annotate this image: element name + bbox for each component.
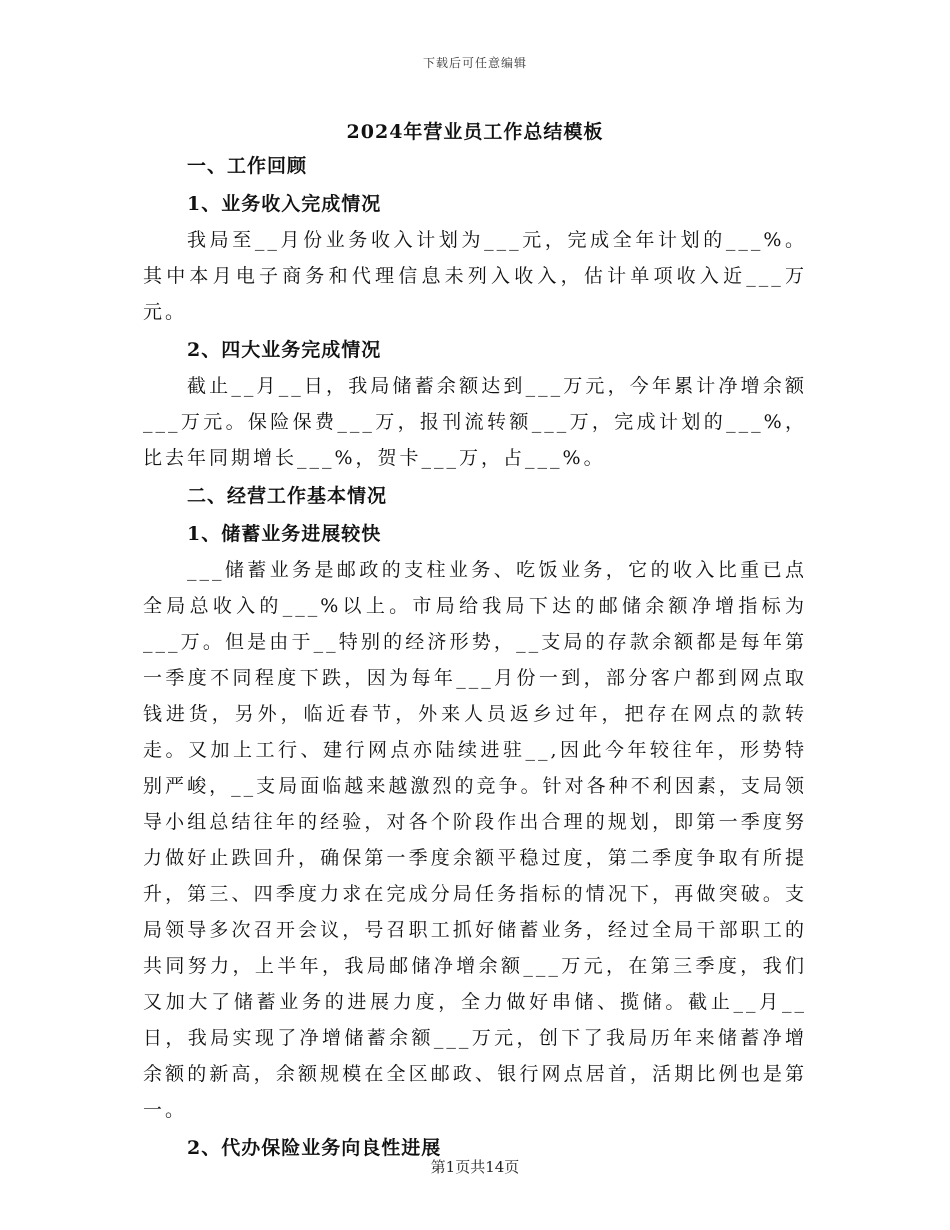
subheading-insurance: 2、代办保险业务向良性进展	[187, 1137, 442, 1159]
paragraph-revenue-completion: 我局至__月份业务收入计划为___元，完成全年计划的___%。其中本月电子商务和代理信息未列入收入，估计单项收入近___万元。	[143, 229, 807, 323]
document-title: 2024年营业员工作总结模板	[346, 121, 604, 143]
subheading-savings: 1、储蓄业务进展较快	[187, 523, 382, 545]
section-heading-work-review: 一、工作回顾	[187, 155, 308, 177]
document-body	[143, 148, 807, 1166]
section-heading-operations: 二、经营工作基本情况	[187, 485, 388, 507]
paragraph-four-business: 截止__月__日，我局储蓄余额达到___万元，今年累计净增余额___万元。保险保费___万，报刊流转额___万，完成计划的___%，比去年同期增长___%，贺卡___万，占___%。	[143, 375, 807, 469]
subheading-revenue-completion: 1、业务收入完成情况	[187, 193, 382, 215]
paragraph-savings: ___储蓄业务是邮政的支柱业务、吃饭业务，它的收入比重已点全局总收入的___%以上。市局给我局下达的邮储余额净增指标为___万。但是由于__特别的经济形势，__支局的存款余额都是每年第一季度不同程度下跌，因为每年___月份一到，部分客户都到网点取钱进货，另外，临近春节，外来人员返乡过年，把存在网点的款转走。又加上工行、建行网点亦陆续进驻__,因此今年较往年，形势特别严峻，__支局面临越来越激烈的竞争。针对各种不利因素，支局领导小组总结往年的经验，对各个阶段作出合理的规划，即第一季度努力做好止跌回升，确保第一季度余额平稳过度，第二季度争取有所提升，第三、四季度力求在完成分局任务指标的情况下，再做突破。支局领导多次召开会议，号召职工抓好储蓄业务，经过全局干部职工的共同努力，上半年，我局邮储净增余额___万元，在第三季度，我们又加大了储蓄业务的进展力度，全力做好串储、揽储。截止__月__日，我局实现了净增储蓄余额___万元，创下了我局历年来储蓄净增余额的新高，余额规模在全区邮政、银行网点居首，活期比例也是第一。	[143, 559, 807, 1121]
header-note: 下载后可任意编辑	[422, 56, 527, 70]
page-footer: 第1页共14页	[430, 1158, 520, 1176]
subheading-four-business: 2、四大业务完成情况	[187, 339, 382, 361]
